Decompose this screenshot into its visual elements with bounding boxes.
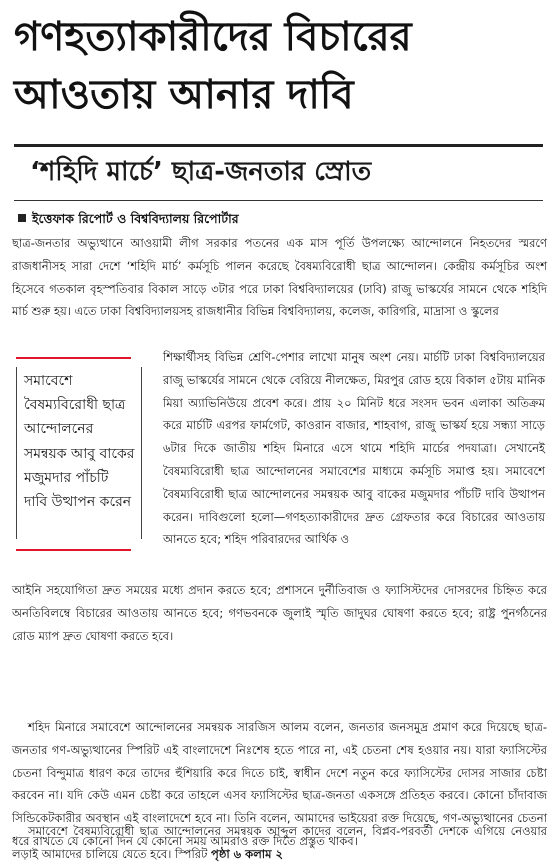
article-paragraph-3: আইনি সহযোগিতা দ্রুত সময়ের মধ্যে প্রদান করতে হবে; প্রশাসনে দুর্নীতিবাজ ও ফ্যাসিস্টদের দোসরদের চিহ্নিত করে অনতিবিলম্বে বিচারের আওতায় আনতে হবে; গণভবনকে জুলাই স্মৃতি জাদুঘর ঘোষণা করতে হবে; রাষ্ট্র পুনর্গঠনের রোড ম্যাপ দ্রুত ঘোষণা করতে হবে। <box>12 583 547 643</box>
pull-quote-top-rule <box>16 357 131 359</box>
paragraph-5-text: সমাবেশে বৈষম্যবিরোধী ছাত্র আন্দোলনের সমন্বয়ক আব্দুল কাদের বলেন, বিপ্লব-পরবর্তী দেশকে এগিয়ে নেওয়ার লড়াই আমাদের চালিয়ে যেতে হবে। স্পিরিট <box>12 824 547 861</box>
headline: গণহত্যাকারীদের বিচারের আওতায় আনার দাবি <box>14 14 412 118</box>
subheadline: ‘শহিদি মার্চে’ ছাত্র-জনতার স্রোত <box>30 157 372 187</box>
headline-divider <box>14 144 543 147</box>
pull-quote: সমাবেশে বৈষম্যবিরোধী ছাত্র আন্দোলনের সমন্বয়ক আবু বাকের মজুমদার পাঁচটি দাবি উত্থাপন করেন <box>24 373 135 511</box>
pull-quote-bottom-rule <box>16 549 131 551</box>
article-paragraph-2: শিক্ষার্থীসহ বিভিন্ন শ্রেণি-পেশার লাখো মানুষ অংশ নেয়। মার্চটি ঢাকা বিশ্ববিদ্যালয়ের রাজু ভাস্কর্যের সামনে থেকে বেরিয়ে নীলক্ষেত, মিরপুর রোড হয়ে বিকাল ৫টায় মানিক মিয়া অ্যাভিনিউয়ে প্রবেশ করে। প্রায় ২০ মিনিট ধরে সংসদ ভবন এলাকা অতিক্রম করে মার্চটি এরপর ফার্মগেট, কাওরান বাজার, শাহবাগ, রাজু ভাস্কর্য হয়ে সন্ধ্যা সাড়ে ৬টার দিকে জাতীয় শহিদ মিনারে এসে থামে শহিদি মার্চের পদযাত্রা। সেখানেই বৈষম্যবিরোধী ছাত্র আন্দোলনের সমাবেশের মাধ্যমে কর্মসূচি সমাপ্ত হয়। সমাবেশে বৈষম্যবিরোধী ছাত্র আন্দোলনের সমন্বয়ক আবু বাকের মজুমদার পাঁচটি দাবি উত্থাপন করেন। দাবিগুলো হলো—গণহত্যাকারীদের দ্রুত গ্রেফতার করে বিচারের আওতায় আনতে হবে; শহিদ পরিবারদের আর্থিক ও <box>163 350 545 547</box>
continuation-link[interactable]: পৃষ্ঠা ৬ কলাম ২ <box>211 846 283 861</box>
byline-square-icon <box>18 214 26 222</box>
article-paragraph-5 <box>12 820 547 866</box>
article-paragraph-1: ছাত্র-জনতার অভ্যুত্থানে আওয়ামী লীগ সরকার পতনের এক মাস পূর্তি উপলক্ষ্যে আন্দোলনে নিহতদের স্মরণে রাজধানীসহ সারা দেশে ‘শহিদি মার্চ’ কর্মসূচি পালন করেছে বৈষম্যবিরোধী ছাত্র আন্দোলন। কেন্দ্রীয় কর্মসূচির অংশ হিসেবে গতকাল বৃহস্পতিবার বিকাল সাড়ে ৩টার পরে ঢাকা বিশ্ববিদ্যালয়ের (ঢাবি) রাজু ভাস্কর্যের সামনে থেকে শহিদি মার্চ শুরু হয়। এতে ঢাকা বিশ্ববিদ্যালয়সহ রাজধানীর বিভিন্ন বিশ্ববিদ্যালয়, কলেজ, কারিগরি, মাদ্রাসা ও স্কুলের <box>12 236 547 319</box>
article-paragraph-4: শহিদ মিনারে সমাবেশে আন্দোলনের সমন্বয়ক সারজিস আলম বলেন, জনতার জনসমুদ্র প্রমাণ করে দিয়েছে ছাত্র-জনতার গণ-অভ্যুত্থানের স্পিরিট এই বাংলাদেশে নিঃশেষ হতে পারে না, এই চেতনা শেষ হওয়ার নয়। যারা ফ্যাসিস্টের চেতনা বিন্দুমাত্র ধারণ করে তাদের হুঁশিয়ারি করে দিতে চাই, স্বাধীন দেশে নতুন করে ফ্যাসিস্টের দোসর সাজার চেষ্টা করবেন না। যদি কেউ এমন চেষ্টা করে তাহলে এসব ফ্যাসিস্টের ছাত্র-জনতা একসঙ্গে প্রতিহত করবে। কোনো চাঁদাবাজ সিন্ডিকেটকারীর অবস্থান এই বাংলাদেশে হবে না। তিনি বলেন, আমাদের ভাইয়েরা রক্ত দিয়েছে, গণ-অভ্যুত্থানের চেতনা ধরে রাখতে যে কোনো দিন যে কোনো সময় আমরাও রক্ত দিতে প্রস্তুত থাকব। <box>12 720 547 848</box>
subheadline-divider <box>14 200 543 201</box>
byline-text: ইত্তেফাক রিপোর্ট ও বিশ্ববিদ্যালয় রিপোর্টার <box>32 211 239 226</box>
byline <box>18 211 239 231</box>
